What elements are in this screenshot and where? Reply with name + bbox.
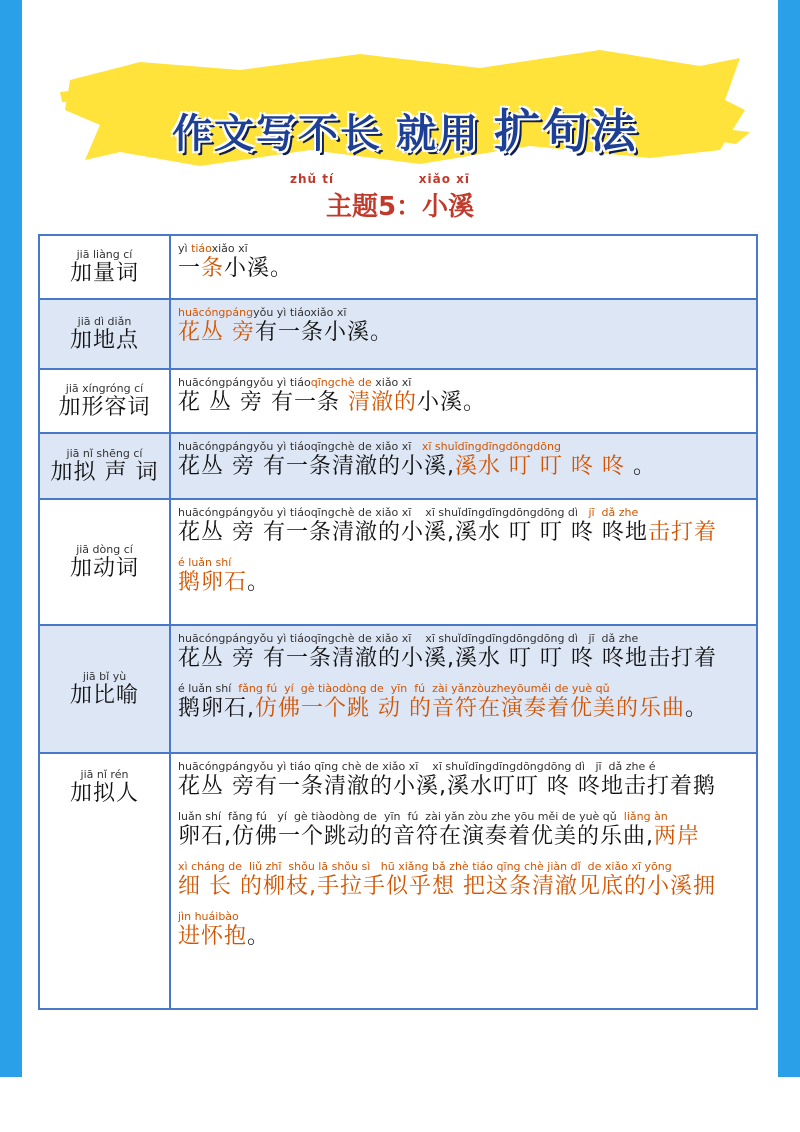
- table-row: [40, 500, 756, 626]
- row-label: [40, 434, 171, 498]
- chinese-text: 卵石,仿佛一个跳动的音符在演奏着优美的乐曲,两岸: [178, 824, 701, 849]
- pinyin-text: huācóngpángyǒu yì tiáoqīngchè de xiǎo xī xī shuǐdīngdīngdōngdōng: [178, 440, 561, 453]
- pinyin-text: huācóngpángyǒu yì tiáo qīng chè de xiǎo xī xī shuǐdīngdīngdōngdōng dì jī dǎ zhe é: [178, 760, 656, 773]
- table-row: [40, 236, 756, 300]
- row-label-pinyin: jiā nǐ shēng cí: [66, 446, 143, 460]
- left-side-bar: [0, 0, 22, 1077]
- chinese-text: 进怀抱。: [178, 924, 271, 949]
- pinyin-text: luǎn shí fǎng fú yí gè tiàodòng de yīn fú zài yǎn zòu zhe yōu měi de yuè qǔ liǎng àn: [178, 810, 668, 823]
- pinyin-text: huācóngpángyǒu yì tiáoqīngchè de xiǎo xī xī shuǐdīngdīngdōngdōng dì jī dǎ zhe: [178, 506, 639, 519]
- row-label: [40, 754, 171, 1008]
- row-label-text: 加量词: [69, 260, 139, 286]
- expansion-table: [38, 234, 758, 1010]
- sentence-line: [178, 556, 748, 596]
- chinese-text: 花丛 旁 有一条清澈的小溪,溪水 叮 叮 咚 咚 。: [178, 454, 656, 479]
- row-label-pinyin: jiā bǐ yù: [82, 669, 127, 683]
- sentence-line: [178, 306, 748, 346]
- row-label: [40, 236, 171, 298]
- row-sentence: [171, 754, 756, 1008]
- sentence-line: [178, 760, 748, 800]
- row-label: [40, 370, 171, 432]
- chinese-text: 花丛 旁 有一条清澈的小溪,溪水 叮 叮 咚 咚地击打着: [178, 520, 717, 545]
- pinyin-text: huācóngpángyǒu yì tiáoqīngchè de xiǎo xī xī shuǐdīngdīngdōngdōng dì jī dǎ zhe: [178, 632, 639, 645]
- row-sentence: [171, 370, 756, 432]
- row-sentence: [171, 300, 756, 368]
- table-row: [40, 370, 756, 434]
- sentence-line: [178, 632, 748, 672]
- title-banner: [60, 40, 750, 190]
- theme-heading: [0, 172, 800, 223]
- sentence-line: [178, 682, 748, 722]
- chinese-text: 花 丛 旁 有一条 清澈的小溪。: [178, 390, 487, 415]
- sentence-line: [178, 506, 748, 546]
- row-label-pinyin: jiā dì diǎn: [77, 314, 132, 328]
- row-label-text: 加地点: [69, 327, 139, 353]
- theme-pinyin-a: zhǔ tí: [290, 172, 335, 186]
- pinyin-text: jìn huáibào: [178, 910, 239, 923]
- title-part-3: 扩句法: [494, 104, 638, 158]
- row-label-text: 加形容词: [58, 394, 151, 420]
- row-label-text: 加拟 声 词: [50, 459, 159, 485]
- table-row: [40, 434, 756, 500]
- row-label-pinyin: jiā dòng cí: [76, 542, 133, 556]
- table-row: [40, 300, 756, 370]
- row-label-text: 加动词: [69, 555, 139, 581]
- chinese-text: 花丛 旁 有一条清澈的小溪,溪水 叮 叮 咚 咚地击打着: [178, 646, 717, 671]
- theme-pinyin: [0, 172, 800, 186]
- row-sentence: [171, 236, 756, 298]
- title-part-1: 作文写不长: [172, 111, 382, 157]
- row-label-text: 加拟人: [69, 781, 139, 806]
- title-part-2: 就用: [396, 111, 480, 157]
- pinyin-text: é luǎn shí fǎng fú yí gè tiàodòng de yīn fú zài yǎnzòuzheyōuměi de yuè qǔ: [178, 682, 610, 695]
- sentence-line: [178, 910, 748, 950]
- chinese-text: 鹅卵石。: [178, 570, 271, 595]
- chinese-text: 花丛 旁有一条清澈的小溪,溪水叮叮 咚 咚地击打着鹅: [178, 774, 716, 799]
- table-row: [40, 754, 756, 1008]
- sentence-line: [178, 860, 748, 900]
- pinyin-text: yì tiáoxiǎo xī: [178, 242, 248, 255]
- row-label: [40, 500, 171, 624]
- row-label-pinyin: jiā liàng cí: [76, 247, 133, 261]
- theme-pinyin-b: xiǎo xī: [418, 172, 470, 186]
- sentence-line: [178, 242, 748, 282]
- theme-text: 主题5：小溪: [325, 192, 475, 222]
- sentence-line: [178, 376, 748, 416]
- row-label: [40, 626, 171, 752]
- row-sentence: [171, 500, 756, 624]
- table-row: [40, 626, 756, 754]
- pinyin-text: huācóngpángyǒu yì tiáoxiǎo xī: [178, 306, 347, 319]
- chinese-text: 花丛 旁有一条小溪。: [178, 320, 394, 345]
- row-sentence: [171, 626, 756, 752]
- chinese-text: 一条小溪。: [178, 256, 294, 281]
- row-sentence: [171, 434, 756, 498]
- pinyin-text: huācóngpángyǒu yì tiáoqīngchè de xiǎo xī: [178, 376, 412, 389]
- row-label-pinyin: jiā nǐ rén: [80, 768, 129, 781]
- chinese-text: 鹅卵石,仿佛一个跳 动 的音符在演奏着优美的乐曲。: [178, 696, 709, 721]
- sentence-line: [178, 440, 748, 480]
- chinese-text: 细 长 的柳枝,手拉手似乎想 把这条清澈见底的小溪拥: [178, 874, 716, 899]
- sentence-line: [178, 810, 748, 850]
- pinyin-text: é luǎn shí: [178, 556, 232, 569]
- page-title: [60, 95, 750, 161]
- row-label-pinyin: jiā xíngróng cí: [65, 381, 144, 395]
- row-label: [40, 300, 171, 368]
- row-label-text: 加比喻: [69, 682, 139, 708]
- pinyin-text: xì cháng de liǔ zhī shǒu lā shǒu sì hū xiǎng bǎ zhè tiáo qīng chè jiàn dǐ de xiǎo xī yōng: [178, 860, 672, 873]
- right-side-bar: [778, 0, 800, 1077]
